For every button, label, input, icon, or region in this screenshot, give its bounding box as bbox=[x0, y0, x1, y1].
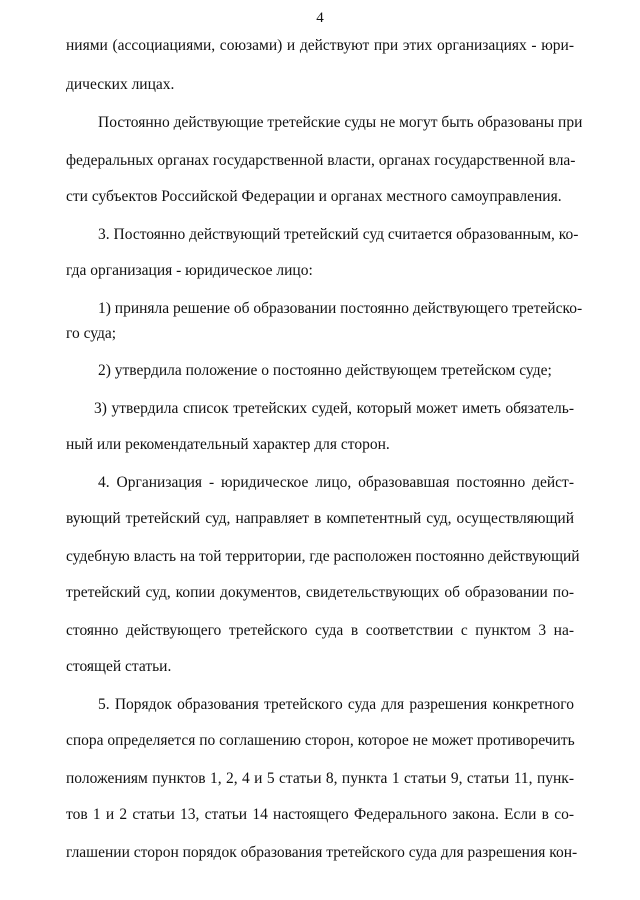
text-line: 2) утвердила положение о постоянно действующем третейском суде; bbox=[98, 362, 552, 379]
text-line: 3. Постоянно действующий третейский суд считается образованным, ко- bbox=[98, 226, 579, 243]
text-line: дических лицах. bbox=[66, 76, 175, 93]
text-line: Постоянно действующие третейские суды не могут быть образованы при bbox=[98, 114, 583, 131]
text-line: федеральных органах государственной власти, органах государственной вла- bbox=[66, 152, 576, 169]
text-line: го суда; bbox=[66, 325, 117, 342]
text-line: стоянно действующего третейского суда в соответствии с пунктом 3 на- bbox=[66, 622, 574, 639]
text-line: спора определяется по соглашению сторон, которое не может противоречить bbox=[66, 732, 575, 749]
text-line: гда организация - юридическое лицо: bbox=[66, 262, 313, 279]
text-line: 4. Организация - юридическое лицо, образовавшая постоянно дейст- bbox=[98, 474, 574, 491]
text-line: судебную власть на той территории, где расположен постоянно действующий bbox=[66, 548, 580, 565]
page-number: 4 bbox=[316, 10, 324, 26]
text-line: 5. Порядок образования третейского суда для разрешения конкретного bbox=[98, 696, 574, 713]
text-line: сти субъектов Российской Федерации и органах местного самоуправления. bbox=[66, 188, 562, 205]
text-line: 1) приняла решение об образовании постоянно действующего третейско- bbox=[98, 300, 583, 317]
text-line: ный или рекомендательный характер для сторон. bbox=[66, 436, 390, 453]
text-line: третейский суд, копии документов, свидетельствующих об образовании по- bbox=[66, 584, 574, 601]
text-line: стоящей статьи. bbox=[66, 658, 172, 675]
text-line: вующий третейский суд, направляет в компетентный суд, осуществляющий bbox=[66, 510, 574, 527]
text-line: 3) утвердила список третейских судей, который может иметь обязатель- bbox=[94, 400, 574, 417]
text-line: глашении сторон порядок образования третейского суда для разрешения кон- bbox=[66, 844, 578, 861]
text-line: ниями (ассоциациями, союзами) и действуют при этих организациях - юри- bbox=[66, 37, 574, 54]
text-line: тов 1 и 2 статьи 13, статьи 14 настоящего Федерального закона. Если в со- bbox=[66, 806, 574, 823]
text-line: положениям пунктов 1, 2, 4 и 5 статьи 8, пункта 1 статьи 9, статьи 11, пунк- bbox=[66, 770, 574, 787]
